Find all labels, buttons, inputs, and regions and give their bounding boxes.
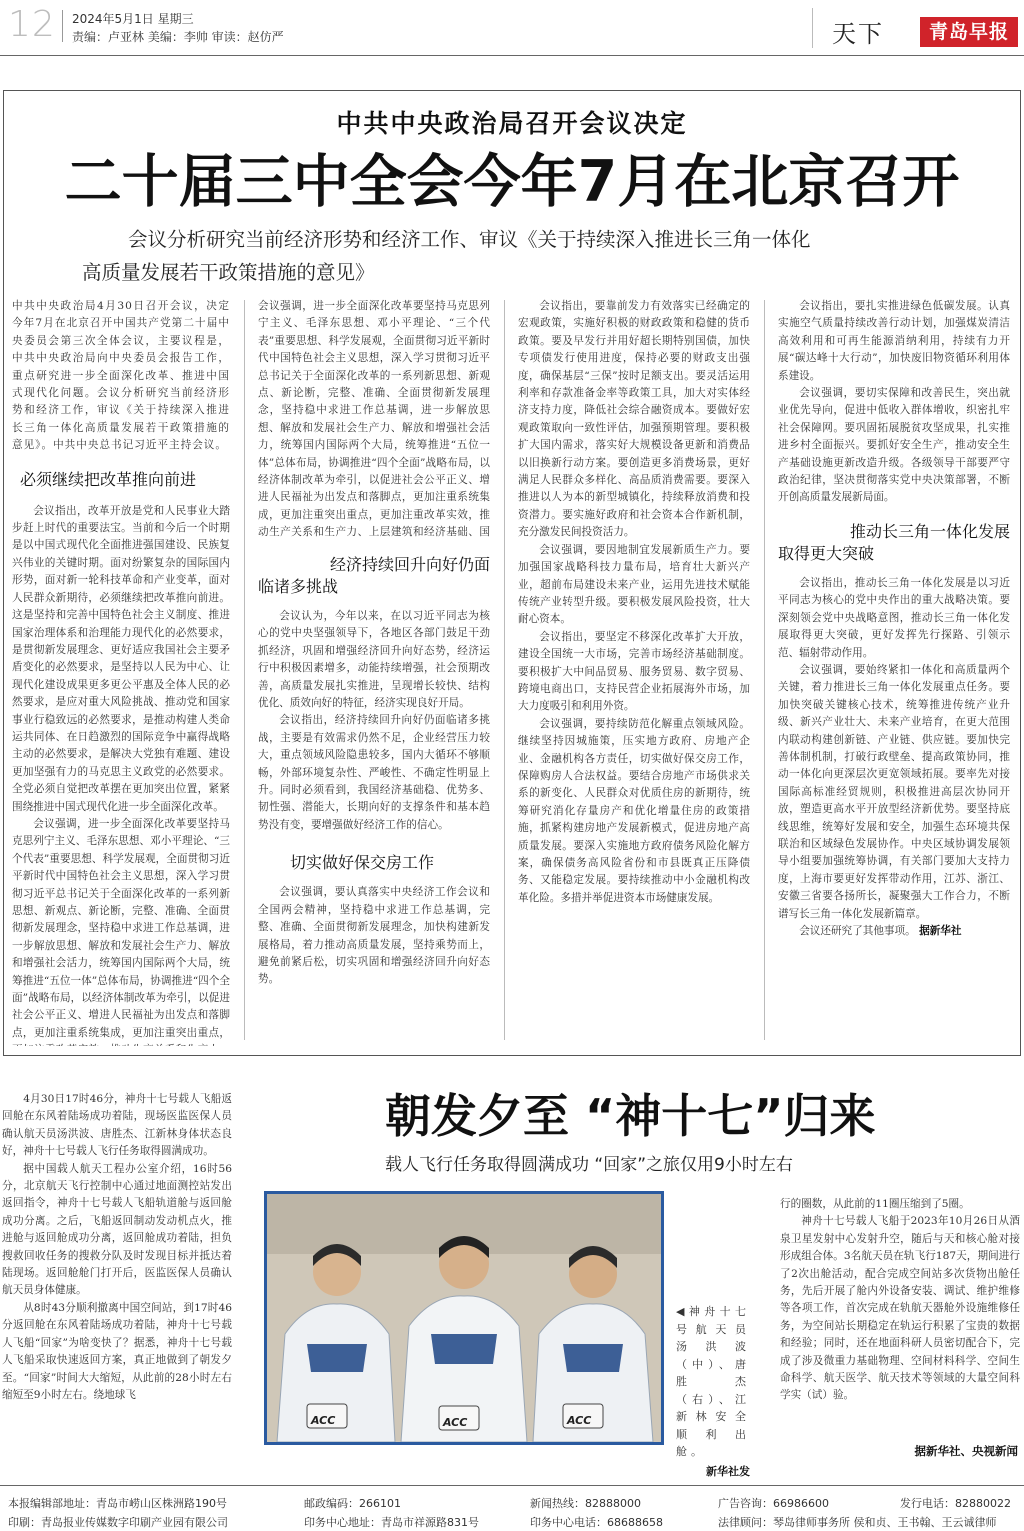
paragraph: 4月30日17时46分，神舟十七号载人飞船返回舱在东风着陆场成功着陆，现场医监医保人员确认航天员汤洪波、唐胜杰、江新林身体状态良好，神舟十七号载人飞行任务取得圆满成功。 xyxy=(2,1093,232,1158)
paragraph: 会议还研究了其他事项。 据新华社 xyxy=(799,925,962,937)
second-headline: 朝发夕至 “神十七”归来 xyxy=(385,1089,876,1143)
paragraph: 会议认为，今年以来，在以习近平同志为核心的党中央坚强领导下，各地区各部门鼓足干劲抓经济，巩固和增强经济回升向好态势，经济运行中积极因素增多，动能持续增强，社会预期改善，高质量发展扎实推进，呈现增长较快、结构优化、质效向好的特征，经济实现良好开局。 xyxy=(258,610,490,710)
second-col-1 xyxy=(2,1091,232,1463)
header-rule xyxy=(0,55,1024,56)
paragraph: 会议指出，要坚定不移深化改革扩大开放，建设全国统一大市场，完善市场经济基础制度。要积极扩大中间品贸易、服务贸易、数字贸易、跨境电商出口，支持民营企业拓展海外市场，加大力度吸引和利用外资。 xyxy=(518,630,750,713)
newspaper-logo: 青岛早报 xyxy=(920,17,1018,47)
section-title-reform: 必须继续把改革推向前进 xyxy=(20,469,197,489)
paragraph: 会议强调，要持续防范化解重点领域风险。继续坚持因城施策，压实地方政府、房地产企业、金融机构各方责任，切实做好保交房工作，保障购房人合法权益。要结合房地产市场供求关系的新变化、人民群众对优质住房的新期待，统筹研究消化存量房产和优化增量住房的政策措施，抓紧构建房地产发展新模式，促进房地产高质量发展。要深入实施地方政府债务风险化解方案，确保债务高风险省份和市县既真正压降债务、又能稳定发展。要持续推动中小金融机构改革化险。多措并举促进资本市场健康发展。 xyxy=(518,717,750,904)
lead-col-3 xyxy=(518,298,750,1046)
paragraph: 会议强调，要认真落实中央经济工作会议和全国两会精神，坚持稳中求进工作总基调，完整、准确、全面贯彻新发展理念，加快构建新发展格局，着力推动高质量发展，坚持乘势而上，避免前紧后松，切实巩固和增强经济回升向好态势。 xyxy=(258,886,490,986)
page-number: 12 xyxy=(8,4,56,45)
lead-deck-line1: 会议分析研究当前经济形势和经济工作、审议《关于持续深入推进长三角一体化 xyxy=(128,228,811,251)
footer-printer: 印刷：青岛报业传媒数字印刷产业园有限公司 xyxy=(8,1516,228,1529)
footer-ad-consult: 广告咨询：66986600 xyxy=(718,1497,829,1510)
header-divider-left xyxy=(62,10,63,42)
photo-caption: ◀神舟十七号航天员汤洪波（中）、唐胜杰（右）、江新林安全顺利出舱。 新华社发 xyxy=(676,1303,750,1480)
footer-news-hotline: 新闻热线：82888000 xyxy=(530,1497,641,1510)
paragraph: 从8时43分顺利撤离中国空间站，到17时46分返回舱在东风着陆场成功着陆，神舟十七号载人飞船“回家”为啥变快了？据悉，神舟十七号载人飞船采取快速返回方案，真正地做到了朝发夕至。“回家”时间大大缩短，从此前的28小时左右缩短至9小时左右。绕地球飞 xyxy=(2,1301,232,1401)
paragraph-continued: 行的圈数，从此前的11圈压缩到了5圈。 xyxy=(780,1198,970,1210)
paragraph: 会议指出，要扎实推进绿色低碳发展。认真实施空气质量持续改善行动计划，加强煤炭清洁高效利用和可再生能源消纳利用，持续有力开展“碳达峰十大行动”，加快废旧物资循环利用体系建设。 xyxy=(778,300,1010,382)
paragraph: 会议指出，要靠前发力有效落实已经确定的宏观政策，实施好积极的财政政策和稳健的货币政策。要及早发行并用好超长期特别国债，加快专项债发行使用进度，保持必要的财政支出强度，确保基层“三保”按时足额支出。要灵活运用利率和存款准备金率等政策工具，加大对实体经济支持力度，降低社会综合融资成本。要做好宏观政策取向一致性评估，加强预期管理。要积极扩大国内需求，落实好大规模设备更新和消费品以旧换新行动方案。要创造更多消费场景，更好满足人民群众多样化、高品质消费需要。要深入推进以人为本的新型城镇化，持续释放消费和投资潜力。要实施好政府和社会资本合作新机制，充分激发民间投资活力。 xyxy=(518,300,750,539)
lead-deck-line2: 高质量发展若干政策措施的意见》 xyxy=(82,261,375,284)
footer-legal-advisor: 法律顾问：琴岛律师事务所 侯和贞、王书翰、王云诚律师 xyxy=(718,1516,997,1529)
paragraph: 会议强调，要始终紧扣一体化和高质量两个关键，着力推进长三角一体化发展重点任务。要加快突破关键核心技术，统筹推进传统产业升级、新兴产业壮大、未来产业培育，在更大范围内联动构建创新链、产业链、供应链。要加快完善体制机制，打破行政壁垒、提高政策协同，推动一体化向更深层次更宽领域拓展。要率先对接国际高标准经贸规则，积极推进高层次协同开放，塑造更高水平开放型经济新优势。要坚持底线思维，统筹好发展和安全，加强生态环境共保联治和区域绿色发展协作。中央区域协调发展领导小组要加强统筹协调，有关部门要加大支持力度，上海市要更好发挥带动作用，江苏、浙江、安徽三省要各扬所长，凝聚强大工作合力，不断谱写长三角一体化发展新篇章。 xyxy=(778,663,1010,920)
paragraph: 会议指出，经济持续回升向好仍面临诸多挑战，主要是有效需求仍然不足，企业经营压力较大，重点领域风险隐患较多，国内大循环不够顺畅，外部环境复杂性、严峻性、不确定性明显上升。同时必须看到，我国经济基础稳、优势多、韧性强、潜能大，长期向好的支撑条件和基本趋势没有变，要增强做好经济工作的信心。 xyxy=(258,714,490,831)
col-divider-1 xyxy=(244,300,245,1040)
paragraph: 会议指出，改革开放是党和人民事业大踏步赶上时代的重要法宝。当前和今后一个时期是以中国式现代化全面推进强国建设、民族复兴伟业的关键时期。面对纷繁复杂的国际国内形势，面对新一轮科技革命和产业变革，面对人民群众新期待，必须继续把改革推向前进。这是坚持和完善中国特色社会主义制度、推进国家治理体系和治理能力现代化的必然要求，是贯彻新发展理念、更好适应我国社会主要矛盾变化的必然要求，是坚持以人民为中心、让现代化建设成果更多更公平惠及全体人民的必然要求，是应对重大风险挑战、推动党和国家事业行稳致远的必然要求，是推动构建人类命运共同体、在日趋激烈的国际竞争中赢得战略主动的必然要求，是解决大党独有难题、建设更加坚强有力的马克思主义政党的必然要求。全党必须自觉把改革摆在更加突出位置，紧紧围绕推进中国式现代化进一步全面深化改革。 xyxy=(12,504,230,813)
lead-col-1 xyxy=(12,298,230,1046)
lead-credit: 据新华社 xyxy=(919,925,962,937)
footer-print-center-phone: 印务中心电话：68688658 xyxy=(530,1516,663,1529)
section-title-yangtze: 推动长三角一体化发展 取得更大突破 xyxy=(778,521,1010,563)
footer-distribution-phone: 发行电话：82880022 xyxy=(900,1497,1011,1510)
paragraph: 会议指出，推动长三角一体化发展是以习近平同志为核心的党中央作出的重大战略决策。要深刻领会党中央战略意图，推动长三角一体化发展取得更大突破，更好发挥先行探路、引领示范、辐射带动作用。 xyxy=(778,576,1010,659)
staff-line: 责编：卢亚林 美编：李帅 审读：赵仿严 xyxy=(72,30,284,44)
photo-credit: 新华社发 xyxy=(706,1464,750,1478)
paragraph: 会议强调，进一步全面深化改革要坚持马克思列宁主义、毛泽东思想、邓小平理论、“三个代表”重要思想、科学发展观，全面贯彻习近平新时代中国特色社会主义思想，深入学习贯彻习近平总书记关于全面深化改革的一系列新思想、新观点、新论断，完整、准确、全面贯彻新发展理念，坚持稳中求进工作总基调，进一步解放思想、解放和发展社会生产力、解放和增强社会活力，统筹国内国际两个大局，统筹推进“五位一体”总体布局，协调推进“四个全面”战略布局，以经济体制改革为牵引，以促进社会公平正义、增进人民福祉为出发点和落脚点，更加注重系统集成，更加注重突出重点， xyxy=(12,817,230,1039)
suit-patch-label: ACC xyxy=(567,1414,592,1427)
col-divider-3 xyxy=(764,300,765,1040)
date-line: 2024年5月1日 星期三 xyxy=(72,12,194,26)
footer-rule xyxy=(0,1485,1024,1486)
footer-print-center-address: 印务中心地址：青岛市祥源路831号 xyxy=(304,1516,479,1529)
section-title-housing: 切实做好保交房工作 xyxy=(290,853,435,873)
paragraph: 神舟十七号载人飞船于2023年10月26日从酒泉卫星发射中心发射升空，随后与天和核心舱对接形成组合体。3名航天员在轨飞行187天，期间进行了2次出舱活动，配合完成空间站多次货物出舱任务，先后开展了舱内外设备安装、调试、维护维修等各项工作，首次完成在轨航天器舱外设施维修任务，为空间站长期稳定在轨运行积累了宝贵的数据和经验；同时，还在地面科研人员密切配合下，完成了涉及微重力基础物理、空间材料科学、空间生命科学、航天医学、航天技术等领域的大量空间科学实（试）验。 xyxy=(780,1215,1020,1402)
second-deck: 载人飞行任务取得圆满成功 “回家”之旅仅用9小时左右 xyxy=(385,1155,793,1175)
paragraph: 据中国载人航天工程办公室介绍，16时56分，北京航天飞行控制中心通过地面测控站发出返回指令，神舟十七号载人飞船轨道舱与返回舱成功分离。之后，飞船返回制动发动机点火，推进舱与返回舱成功分离，返回舱成功着陆，担负搜救回收任务的搜救分队及时发现目标并抵达着陆现场。返回舱舱门打开后，医监医保人员确认航天员身体健康。 xyxy=(2,1162,232,1297)
second-credit: 据新华社、央视新闻 xyxy=(914,1444,1018,1458)
suit-patch-label: ACC xyxy=(443,1416,468,1429)
lead-intro: 中共中央政治局4月30日召开会议，决定今年7月在北京召开中国共产党第二十届中央委员会第三次全体会议，主要议程是，中共中央政治局向中央委员会报告工作，重点研究进一步全面深化改革、推进中国式现代化问题。会议分析研究当前经济形势和经济工作，审议《关于持续深入推进长三角一体化高质量发展若干政策措施的意见》。中共中央总书记习近平主持会议。 xyxy=(12,300,230,452)
lead-kicker: 中共中央政治局召开会议决定 xyxy=(336,109,688,138)
paragraph: 会议强调，要切实保障和改善民生，突出就业优先导向，促进中低收入群体增收，织密扎牢社会保障网。要巩固拓展脱贫攻坚成果，扎实推进乡村全面振兴。要抓好安全生产，推动安全生产基础设施更新改造升级。各级领导干部要严守政治纪律，坚决贯彻落实党中央决策部署，不断开创高质量发展新局面。 xyxy=(778,387,1010,504)
footer-editorial-address: 本报编辑部地址：青岛市崂山区株洲路190号 xyxy=(8,1497,227,1510)
paragraph-continued: 会议强调，进一步全面深化改革要坚持马克思列宁主义、毛泽东思想、邓小平理论、“三个代表”重要思想、科学发展观，全面贯彻习近平新时代中国特色社会主义思想，深入学习贯彻习近平总书记关于全面深化改革的一系列新思想、新观点、新论断，完整、准确、全面贯彻新发展理念，坚持稳中求进工作总基调，进一步解放思想、解放和发展社会生产力、解放和增强社会活力，统筹国内国际两个大局，统筹推进“五位一体”总体布局，协调推进“四个全面”战略布局，以经济体制改革为牵引，以促进社会公平正义、增进人民福祉为出发点和落脚点，更加注重系统集成，更加注重突出重点，更加注重改革实效，推动生产关系和生产力、上层建筑和经济基础、国 xyxy=(258,300,490,539)
section-title-economy: 经济持续回升向好仍面 临诸多挑战 xyxy=(258,555,490,596)
lead-headline: 二十届三中全会今年7月在北京召开 xyxy=(64,149,960,215)
astronaut-photo xyxy=(264,1191,664,1445)
lead-col-2 xyxy=(258,298,490,1046)
lead-col-4 xyxy=(778,298,1010,1046)
section-name: 天下 xyxy=(832,20,884,48)
header-divider-right xyxy=(812,8,813,48)
col-divider-2 xyxy=(504,300,505,1040)
astronauts-illustration xyxy=(267,1194,661,1442)
second-col-3 xyxy=(780,1196,1020,1446)
paragraph: 会议强调，要因地制宜发展新质生产力。要加强国家战略科技力量布局，培育壮大新兴产业，超前布局建设未来产业，运用先进技术赋能传统产业转型升级。要积极发展风险投资，壮大耐心资本。 xyxy=(518,543,750,626)
footer-postcode: 邮政编码：266101 xyxy=(304,1497,401,1510)
suit-patch-label: ACC xyxy=(311,1414,336,1427)
